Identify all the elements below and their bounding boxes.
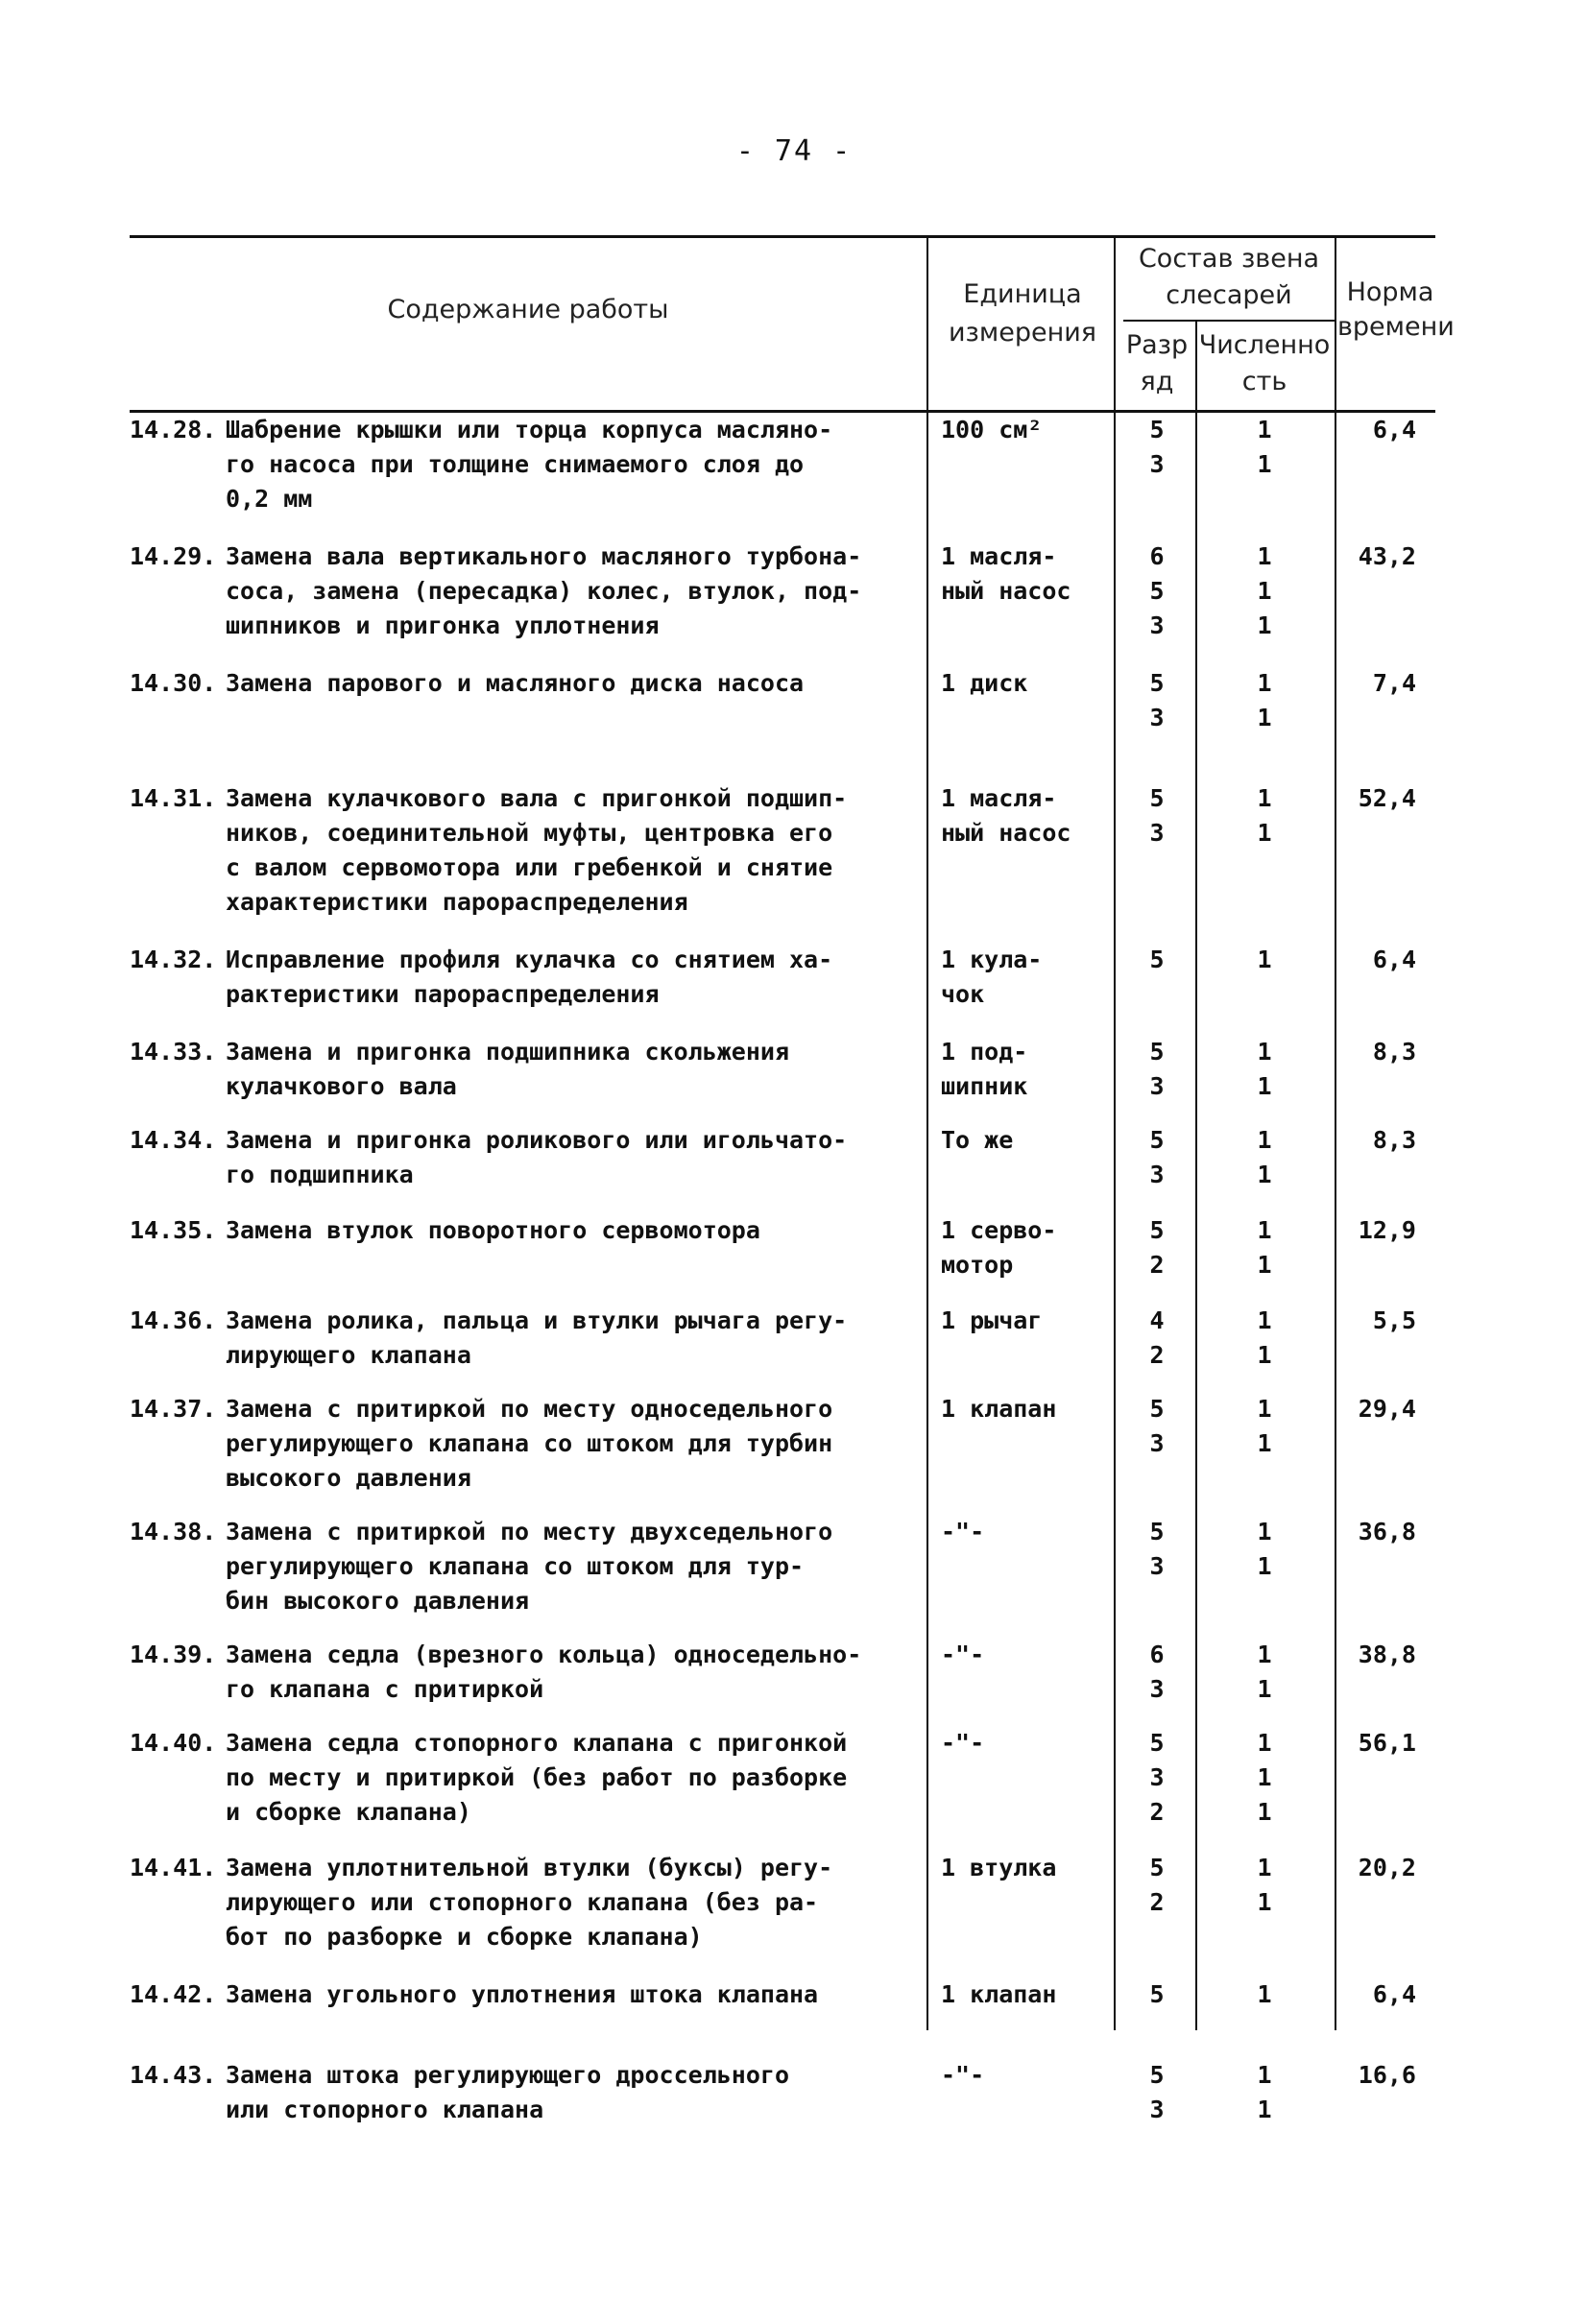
- row-grade: 5 2: [1149, 1216, 1165, 1279]
- row-grade: 6 5 3: [1149, 542, 1165, 639]
- row-count: 1 1: [1257, 1641, 1272, 1703]
- row-grade: 5 3: [1149, 784, 1165, 847]
- row-number: 14.29.: [130, 542, 217, 570]
- header-norm: Норма времени: [1337, 277, 1455, 342]
- row-unit: -"-: [941, 1729, 985, 1757]
- row-unit: 1 серво- мотор: [941, 1216, 1057, 1279]
- row-unit: 100 см²: [941, 416, 1043, 443]
- row-count: 1 1: [1257, 1854, 1272, 1916]
- table-row: [130, 1035, 1435, 1104]
- row-count: 1 1: [1257, 1126, 1272, 1188]
- row-count: 1 1: [1257, 1216, 1272, 1279]
- row-norm: 6,4: [1372, 416, 1416, 443]
- row-unit: 1 клапан: [941, 1980, 1057, 2008]
- row-count: 1 1: [1257, 416, 1272, 478]
- row-number: 14.41.: [130, 1854, 217, 1881]
- row-count: 1 1 1: [1257, 542, 1272, 639]
- row-unit: -"-: [941, 1518, 985, 1545]
- header-crew: Состав звена слесарей: [1138, 244, 1320, 310]
- row-grade: 5 3: [1149, 1038, 1165, 1100]
- row-norm: 56,1: [1358, 1729, 1416, 1757]
- crew-subheader-rule: [1123, 320, 1335, 322]
- row-description: Шабрение крышки или торца корпуса масляно- го насоса при толщине снимаемого слоя до 0,2 мм: [226, 416, 833, 513]
- row-unit: То же: [941, 1126, 1014, 1154]
- row-number: 14.43.: [130, 2061, 217, 2089]
- table-row: [130, 1392, 1435, 1496]
- row-unit: -"-: [941, 2061, 985, 2089]
- table-row: [130, 781, 1435, 920]
- row-grade: 4 2: [1149, 1306, 1165, 1369]
- table-row: [130, 1304, 1435, 1373]
- row-description: Замена кулачкового вала с пригонкой подшип- ников, соединительной муфты, центровка его с валом сервомотора или гребенкой и снятие характеристики парораспределения: [226, 784, 848, 916]
- row-count: 1 1: [1257, 1395, 1272, 1457]
- row-description: Замена с притиркой по месту односедельного регулирующего клапана со штоком для турбин высокого давления: [226, 1395, 833, 1492]
- row-norm: 36,8: [1358, 1518, 1416, 1545]
- row-number: 14.32.: [130, 946, 217, 973]
- row-unit: -"-: [941, 1641, 985, 1668]
- table-row: [130, 1851, 1435, 1954]
- row-norm: 43,2: [1358, 542, 1416, 570]
- table-row: [130, 539, 1435, 643]
- row-number: 14.40.: [130, 1729, 217, 1757]
- row-norm: 5,5: [1372, 1306, 1416, 1334]
- page-number: - 74 -: [735, 134, 853, 168]
- row-grade: 5 3 2: [1149, 1729, 1165, 1826]
- row-count: 1 1: [1257, 1518, 1272, 1580]
- header-grade: Разряд: [1125, 330, 1189, 396]
- row-number: 14.42.: [130, 1980, 217, 2008]
- row-norm: 8,3: [1372, 1126, 1416, 1154]
- row-grade: 5 3: [1149, 416, 1165, 478]
- row-unit: 1 рычаг: [941, 1306, 1043, 1334]
- table-row: [130, 413, 1435, 516]
- row-number: 14.38.: [130, 1518, 217, 1545]
- table-row: [130, 1123, 1435, 1192]
- row-norm: 16,6: [1358, 2061, 1416, 2089]
- row-description: Замена и пригонка роликового или игольчато- го подшипника: [226, 1126, 848, 1188]
- row-description: Замена и пригонка подшипника скольжения кулачкового вала: [226, 1038, 789, 1100]
- row-grade: 5 3: [1149, 1518, 1165, 1580]
- row-unit: 1 диск: [941, 669, 1028, 697]
- row-count: 1 1: [1257, 1038, 1272, 1100]
- table-row: [130, 666, 1435, 735]
- table-row: [130, 943, 1435, 1012]
- row-norm: 38,8: [1358, 1641, 1416, 1668]
- row-norm: 29,4: [1358, 1395, 1416, 1423]
- row-description: Замена штока регулирующего дроссельного или стопорного клапана: [226, 2061, 789, 2123]
- header-count: Численность: [1198, 330, 1331, 396]
- row-number: 14.36.: [130, 1306, 217, 1334]
- row-norm: 12,9: [1358, 1216, 1416, 1244]
- row-number: 14.34.: [130, 1126, 217, 1154]
- row-description: Замена ролика, пальца и втулки рычага регу- лирующего клапана: [226, 1306, 848, 1369]
- row-unit: 1 кула- чок: [941, 946, 1043, 1008]
- row-grade: 5: [1149, 946, 1165, 973]
- row-description: Замена седла (врезного кольца) односедельно- го клапана с притиркой: [226, 1641, 862, 1703]
- row-unit: 1 масля- ный насос: [941, 784, 1071, 847]
- header-unit: Единица измерения: [948, 279, 1097, 347]
- row-number: 14.33.: [130, 1038, 217, 1066]
- row-grade: 5 3: [1149, 2061, 1165, 2123]
- table-row: [130, 1638, 1435, 1707]
- row-description: Замена вала вертикального масляного турбона- соса, замена (пересадка) колес, втулок, под- шипников и пригонка уплотнения: [226, 542, 862, 639]
- row-count: 1 1: [1257, 1306, 1272, 1369]
- row-number: 14.30.: [130, 669, 217, 697]
- row-description: Замена седла стопорного клапана с пригонкой по месту и притиркой (без работ по разборке и сборке клапана): [226, 1729, 848, 1826]
- row-norm: 6,4: [1372, 946, 1416, 973]
- row-number: 14.28.: [130, 416, 217, 443]
- table-row: [130, 1977, 1435, 2012]
- row-count: 1 1: [1257, 669, 1272, 731]
- table-row: [130, 1515, 1435, 1618]
- row-number: 14.35.: [130, 1216, 217, 1244]
- row-description: Исправление профиля кулачка со снятием ха- рактеристики парораспределения: [226, 946, 833, 1008]
- row-number: 14.31.: [130, 784, 217, 812]
- row-norm: 20,2: [1358, 1854, 1416, 1881]
- row-norm: 52,4: [1358, 784, 1416, 812]
- table-row: [130, 1213, 1435, 1282]
- row-grade: 6 3: [1149, 1641, 1165, 1703]
- row-unit: 1 клапан: [941, 1395, 1057, 1423]
- header-work: Содержание работы: [387, 295, 669, 324]
- row-grade: 5 3: [1149, 669, 1165, 731]
- row-count: 1 1: [1257, 784, 1272, 847]
- row-grade: 5 3: [1149, 1395, 1165, 1457]
- table-row: [130, 1726, 1435, 1830]
- row-norm: 6,4: [1372, 1980, 1416, 2008]
- row-description: Замена угольного уплотнения штока клапана: [226, 1980, 819, 2008]
- row-number: 14.37.: [130, 1395, 217, 1423]
- row-grade: 5: [1149, 1980, 1165, 2008]
- row-count: 1: [1257, 1980, 1272, 2008]
- row-unit: 1 масля- ный насос: [941, 542, 1071, 605]
- row-count: 1: [1257, 946, 1272, 973]
- row-description: Замена с притиркой по месту двухседельного регулирующего клапана со штоком для тур- бин высокого давления: [226, 1518, 833, 1615]
- row-unit: 1 под- шипник: [941, 1038, 1028, 1100]
- row-norm: 8,3: [1372, 1038, 1416, 1066]
- row-description: Замена парового и масляного диска насоса: [226, 669, 805, 697]
- row-description: Замена уплотнительной втулки (буксы) регу- лирующего или стопорного клапана (без ра- бот по разборке и сборке клапана): [226, 1854, 833, 1951]
- table-row: [130, 2058, 1435, 2127]
- row-count: 1 1: [1257, 2061, 1272, 2123]
- row-description: Замена втулок поворотного сервомотора: [226, 1216, 760, 1244]
- row-grade: 5 3: [1149, 1126, 1165, 1188]
- row-grade: 5 2: [1149, 1854, 1165, 1916]
- row-count: 1 1 1: [1257, 1729, 1272, 1826]
- table-top-rule: [130, 235, 1435, 238]
- row-number: 14.39.: [130, 1641, 217, 1668]
- row-unit: 1 втулка: [941, 1854, 1057, 1881]
- row-norm: 7,4: [1372, 669, 1416, 697]
